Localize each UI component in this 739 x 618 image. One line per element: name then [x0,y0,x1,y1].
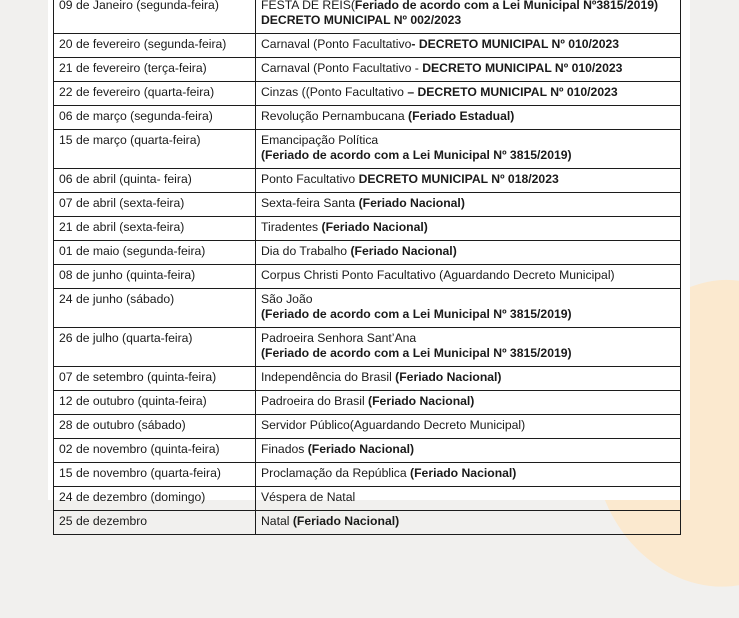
table-row [54,511,681,535]
legal-status-text: (Feriado de acordo com a Lei Municipal Nº 3815/2019) [261,148,572,162]
description-line [261,292,675,307]
holiday-date-cell: 24 de dezembro (domingo) [54,487,256,511]
table-row [54,193,681,217]
holiday-date-cell: 02 de novembro (quinta-feira) [54,439,256,463]
table-row [54,169,681,193]
holiday-description-cell [256,487,681,511]
legal-status-text: (Feriado Nacional) [292,514,400,528]
holiday-name-text: Natal [261,514,293,528]
description-line [261,331,675,346]
holiday-date-cell: 22 de fevereiro (quarta-feira) [54,82,256,106]
legal-status-text: (Feriado Nacional) [358,196,465,210]
description-line [261,307,675,322]
table-row [54,217,681,241]
holiday-date-cell: 28 de outubro (sábado) [54,415,256,439]
holiday-date-cell: 15 de novembro (quarta-feira) [54,463,256,487]
holiday-name-text: Independência do Brasil [261,370,396,384]
holiday-description-cell [256,463,681,487]
holiday-name-text: Proclamação da República [261,466,411,480]
table-row [54,265,681,289]
holiday-date-cell: 01 de maio (segunda-feira) [54,241,256,265]
holiday-date-cell: 20 de fevereiro (segunda-feira) [54,34,256,58]
holiday-name-text: Servidor Público(Aguardando Decreto Municipal) [261,418,526,432]
holiday-description-cell [256,265,681,289]
holiday-date-cell: 12 de outubro (quinta-feira) [54,391,256,415]
holiday-description-cell [256,34,681,58]
description-line [261,346,675,361]
holiday-date-cell: 06 de março (segunda-feira) [54,106,256,130]
legal-status-text: – DECRETO MUNICIPAL Nº 010/2023 [407,85,618,99]
legal-status-text: DECRETO MUNICIPAL Nº 018/2023 [358,172,559,186]
description-line [261,172,675,187]
description-line [261,85,675,100]
legal-status-text: (Feriado de acordo com a Lei Municipal Nº 3815/2019) [261,346,572,360]
legal-status-text: - DECRETO MUNICIPAL Nº 010/2023 [411,37,620,51]
legal-status-text: (Feriado Nacional) [307,442,415,456]
holiday-date-cell: 21 de abril (sexta-feira) [54,217,256,241]
holiday-date-cell: 24 de junho (sábado) [54,289,256,328]
holiday-description-cell [256,0,681,34]
holiday-description-cell [256,169,681,193]
holiday-name-text: Revolução Pernambucana [261,109,409,123]
table-row [54,328,681,367]
description-line [261,13,675,28]
holiday-date-cell: 21 de fevereiro (terça-feira) [54,58,256,82]
table-row [54,106,681,130]
description-line [261,148,675,163]
legal-status-text: Feriado de acordo com a Lei Municipal Nº3815/2019) [354,0,659,12]
holiday-date-cell: 26 de julho (quarta-feira) [54,328,256,367]
description-line [261,196,675,211]
table-row [54,367,681,391]
legal-status-text: (Feriado Estadual) [408,109,515,123]
holiday-description-cell [256,82,681,106]
description-line [261,442,675,457]
description-line [261,370,675,385]
holiday-name-text: FESTA DE REIS( [261,0,355,12]
holiday-name-text: Dia do Trabalho [261,244,351,258]
holiday-description-cell [256,439,681,463]
description-line [261,466,675,481]
holiday-name-text: Padroeira Senhora Sant’Ana [261,331,417,345]
holiday-date-cell: 06 de abril (quinta- feira) [54,169,256,193]
holiday-name-text: Véspera de Natal [261,490,356,504]
holiday-description-cell [256,217,681,241]
holiday-table [53,0,681,535]
description-line [261,61,675,76]
legal-status-text: DECRETO MUNICIPAL Nº 010/2023 [422,61,623,75]
holiday-name-text: Sexta-feira Santa [261,196,359,210]
holiday-description-cell [256,193,681,217]
holiday-description-cell [256,58,681,82]
holiday-date-cell: 07 de setembro (quinta-feira) [54,367,256,391]
legal-status-text: (Feriado Nacional) [350,244,457,258]
holiday-name-text: Carnaval (Ponto Facultativo - [261,61,423,75]
holiday-name-text: Corpus Christi Ponto Facultativo (Aguardando Decreto Municipal) [261,268,615,282]
table-row [54,241,681,265]
description-line [261,514,675,529]
table-row [54,439,681,463]
holiday-date-cell: 09 de Janeiro (segunda-feira) [54,0,256,34]
holiday-name-text: Emancipação Política [261,133,379,147]
table-row [54,0,681,34]
table-row [54,415,681,439]
legal-status-text: (Feriado de acordo com a Lei Municipal Nº 3815/2019) [261,307,572,321]
description-line [261,220,675,235]
legal-status-text: (Feriado Nacional) [395,370,502,384]
holiday-name-text: Finados [261,442,308,456]
holiday-description-cell [256,241,681,265]
holiday-name-text: Cinzas ((Ponto Facultativo [261,85,408,99]
holiday-date-cell: 25 de dezembro [54,511,256,535]
table-row [54,58,681,82]
table-row [54,487,681,511]
table-row [54,34,681,58]
holiday-name-text: Carnaval (Ponto Facultativo [261,37,412,51]
holiday-description-cell [256,130,681,169]
holiday-description-cell [256,106,681,130]
holiday-table-body [54,0,681,535]
legal-status-text: DECRETO MUNICIPAL Nº 002/2023 [261,13,462,27]
holiday-description-cell [256,289,681,328]
holiday-description-cell [256,367,681,391]
legal-status-text: (Feriado Nacional) [368,394,475,408]
holiday-date-cell: 08 de junho (quinta-feira) [54,265,256,289]
description-line [261,418,675,433]
table-row [54,463,681,487]
description-line [261,268,675,283]
description-line [261,0,675,13]
table-row [54,82,681,106]
table-row [54,289,681,328]
holiday-name-text: Padroeira do Brasil [261,394,369,408]
holiday-description-cell [256,328,681,367]
description-line [261,133,675,148]
table-row [54,130,681,169]
holiday-description-cell [256,391,681,415]
description-line [261,109,675,124]
description-line [261,244,675,259]
holiday-date-cell: 15 de março (quarta-feira) [54,130,256,169]
holiday-date-cell: 07 de abril (sexta-feira) [54,193,256,217]
holiday-name-text: São João [261,292,313,306]
holiday-name-text: Ponto Facultativo [261,172,359,186]
holiday-description-cell [256,511,681,535]
description-line [261,37,675,52]
description-line [261,490,675,505]
legal-status-text: (Feriado Nacional) [321,220,428,234]
holiday-name-text: Tiradentes [261,220,322,234]
holiday-description-cell [256,415,681,439]
table-row [54,391,681,415]
legal-status-text: (Feriado Nacional) [410,466,517,480]
description-line [261,394,675,409]
